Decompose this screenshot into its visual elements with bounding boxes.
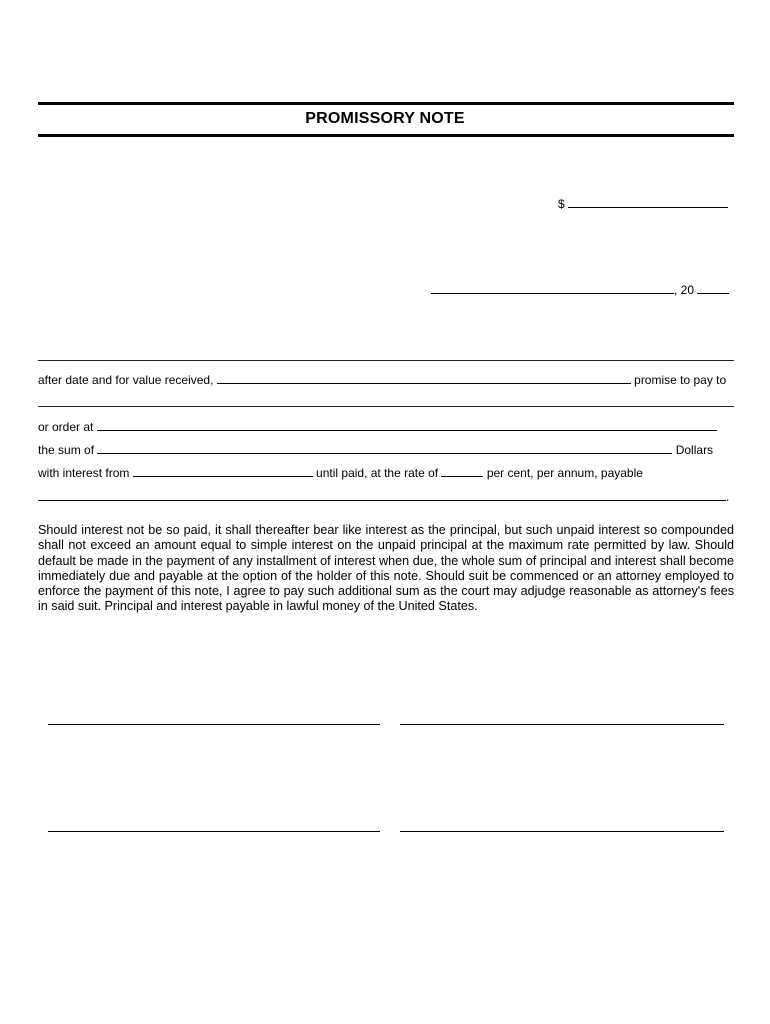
payable-row <box>38 488 732 504</box>
date-field <box>431 281 729 297</box>
until-paid-label: until paid, at the rate of <box>316 466 439 480</box>
payee-blank[interactable] <box>217 371 631 384</box>
interest-from-label: with interest from <box>38 466 130 480</box>
title-bottom-rule <box>38 134 734 137</box>
promise-label: promise to pay to <box>634 373 727 387</box>
top-rule <box>38 102 734 105</box>
interest-row <box>38 464 732 480</box>
sum-blank[interactable] <box>97 441 672 454</box>
amount-field <box>558 195 728 211</box>
term-blank-line[interactable] <box>38 360 734 361</box>
payee-continuation-line[interactable] <box>38 406 734 407</box>
rate-blank[interactable] <box>441 464 483 477</box>
year-blank[interactable] <box>697 281 729 294</box>
sum-of-label: the sum of <box>38 443 95 457</box>
after-date-label: after date and for value received, <box>38 373 214 387</box>
signature-line-3[interactable] <box>48 831 380 832</box>
terms-paragraph: Should interest not be so paid, it shall thereafter bear like interest as the principal, but such unpaid interest so compounded shall not exceed an amount equal to simple interest on the unpaid principal at the maximum rate permitted by law. Should default be made in the payment of any installment of interest when due, the whole sum of principal and interest shall become immediately due and payable at the option of the holder of this note. Should suit be commenced or an attorney employed to enforce the payment of this note, I agree to pay such additional sum as the court may adjudge reasonable as attorney's fees in said suit. Principal and interest payable in lawful money of the United States. <box>38 523 734 614</box>
dollars-label: Dollars <box>675 443 714 457</box>
per-cent-label: per cent, per annum, payable <box>486 466 643 480</box>
period: . <box>726 490 730 504</box>
page-title: PROMISSORY NOTE <box>305 110 465 127</box>
date-blank[interactable] <box>431 281 674 294</box>
signature-line-4[interactable] <box>400 831 724 832</box>
order-at-label: or order at <box>38 420 94 434</box>
amount-blank[interactable] <box>568 195 728 208</box>
interest-from-blank[interactable] <box>133 464 313 477</box>
signature-line-1[interactable] <box>48 724 380 725</box>
order-blank[interactable] <box>97 418 717 431</box>
payee-row <box>38 371 732 387</box>
year-prefix: , 20 <box>674 283 695 297</box>
order-row <box>38 418 732 434</box>
sum-row <box>38 441 732 457</box>
signature-line-2[interactable] <box>400 724 724 725</box>
dollar-sign: $ <box>558 197 565 211</box>
payable-blank[interactable] <box>38 488 726 501</box>
